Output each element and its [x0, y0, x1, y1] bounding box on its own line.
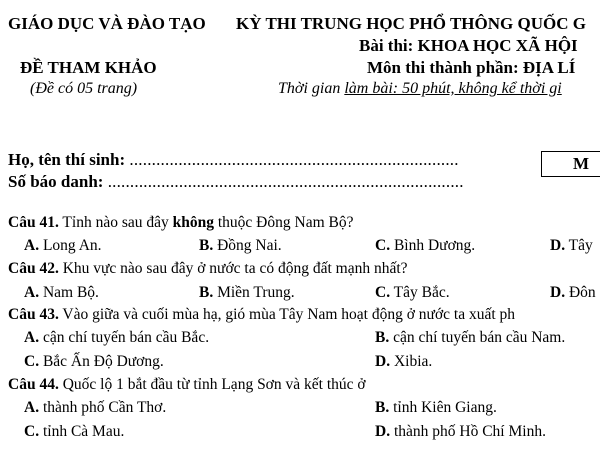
option-text: thành phố Hồ Chí Minh. — [390, 423, 546, 440]
option-41-d — [550, 237, 593, 255]
option-key: A. — [24, 284, 40, 301]
option-key: A. — [24, 237, 40, 254]
exam-code-box: M — [541, 151, 600, 177]
option-43-c — [24, 353, 164, 371]
option-text: Long An. — [39, 237, 102, 254]
option-42-a — [24, 284, 99, 302]
option-key: B. — [375, 329, 390, 346]
option-41-b — [199, 237, 282, 255]
question-41 — [8, 214, 353, 232]
option-key: C. — [24, 423, 40, 440]
candidate-name-dots: .......................................................................... — [129, 150, 459, 169]
option-key: B. — [375, 399, 390, 416]
option-text: Đồng Nai. — [213, 237, 282, 254]
option-key: A. — [24, 399, 40, 416]
option-key: C. — [375, 284, 391, 301]
option-text: thành phố Cần Thơ. — [39, 399, 167, 416]
option-41-a — [24, 237, 102, 255]
option-text: Tây Bắc. — [390, 284, 450, 301]
candidate-id-label: Số báo danh: — [8, 172, 104, 191]
option-44-a — [24, 399, 166, 417]
doc-type: ĐỀ THAM KHẢO — [20, 58, 157, 77]
option-text: cận chí tuyến bán cầu Bắc. — [39, 329, 210, 346]
option-text: Miền Trung. — [213, 284, 295, 301]
option-text: cận chí tuyến bán cầu Nam. — [389, 329, 566, 346]
time-prefix: Thời gian — [278, 80, 345, 97]
question-text: Quốc lộ 1 bắt đầu từ tỉnh Lạng Sơn và kết thúc ở — [58, 376, 366, 393]
question-text-end: thuộc Đông Nam Bộ? — [214, 214, 354, 231]
option-text: Tây — [565, 237, 593, 254]
option-44-c — [24, 423, 124, 441]
option-text: Xibia. — [390, 353, 433, 370]
time-note — [278, 80, 562, 98]
option-text: tỉnh Cà Mau. — [39, 423, 125, 440]
question-44 — [8, 376, 366, 394]
candidate-name-line — [8, 150, 459, 170]
option-text: tỉnh Kiên Giang. — [389, 399, 497, 416]
option-44-b — [375, 399, 497, 417]
question-43 — [8, 306, 515, 324]
question-number: Câu 41. — [8, 214, 59, 231]
component-subject: Môn thi thành phần: ĐỊA LÍ — [367, 58, 576, 77]
option-key: C. — [375, 237, 391, 254]
option-42-b — [199, 284, 295, 302]
org-name: GIÁO DỤC VÀ ĐÀO TẠO — [8, 14, 206, 33]
exam-subject: Bài thi: KHOA HỌC XÃ HỘI — [359, 36, 578, 55]
option-key: B. — [199, 284, 214, 301]
page-count-note: (Đề có 05 trang) — [30, 80, 138, 97]
option-43-b — [375, 329, 565, 347]
option-42-c — [375, 284, 450, 302]
question-number: Câu 42. — [8, 260, 59, 277]
question-text: Vào giữa và cuối mùa hạ, gió mùa Tây Nam hoạt động ở nước ta xuất ph — [58, 306, 516, 323]
option-43-d — [375, 353, 432, 371]
option-text: Bắc Ấn Độ Dương. — [39, 353, 164, 370]
question-text: Tỉnh nào sau đây — [58, 214, 173, 231]
option-text: Nam Bộ. — [39, 284, 99, 301]
option-key: D. — [375, 353, 391, 370]
option-42-d — [550, 284, 596, 302]
exam-title: KỲ THI TRUNG HỌC PHỔ THÔNG QUỐC G — [236, 14, 586, 33]
option-key: A. — [24, 329, 40, 346]
question-text: Khu vực nào sau đây ở nước ta có động đất mạnh nhất? — [58, 260, 408, 277]
question-number: Câu 43. — [8, 306, 59, 323]
option-key: D. — [550, 237, 566, 254]
option-43-a — [24, 329, 209, 347]
question-42 — [8, 260, 408, 278]
option-key: D. — [375, 423, 391, 440]
option-text: Đôn — [565, 284, 596, 301]
candidate-name-label: Họ, tên thí sinh: — [8, 150, 126, 169]
candidate-id-line — [8, 172, 464, 192]
option-44-d — [375, 423, 546, 441]
option-key: B. — [199, 237, 214, 254]
option-key: C. — [24, 353, 40, 370]
option-text: Bình Dương. — [390, 237, 476, 254]
option-key: D. — [550, 284, 566, 301]
question-text-emphasis: không — [172, 214, 214, 231]
time-underlined: làm bài: 50 phút, không kể thời gi — [344, 80, 562, 97]
question-number: Câu 44. — [8, 376, 59, 393]
candidate-id-dots: ................................................................................ — [107, 172, 464, 191]
option-41-c — [375, 237, 475, 255]
